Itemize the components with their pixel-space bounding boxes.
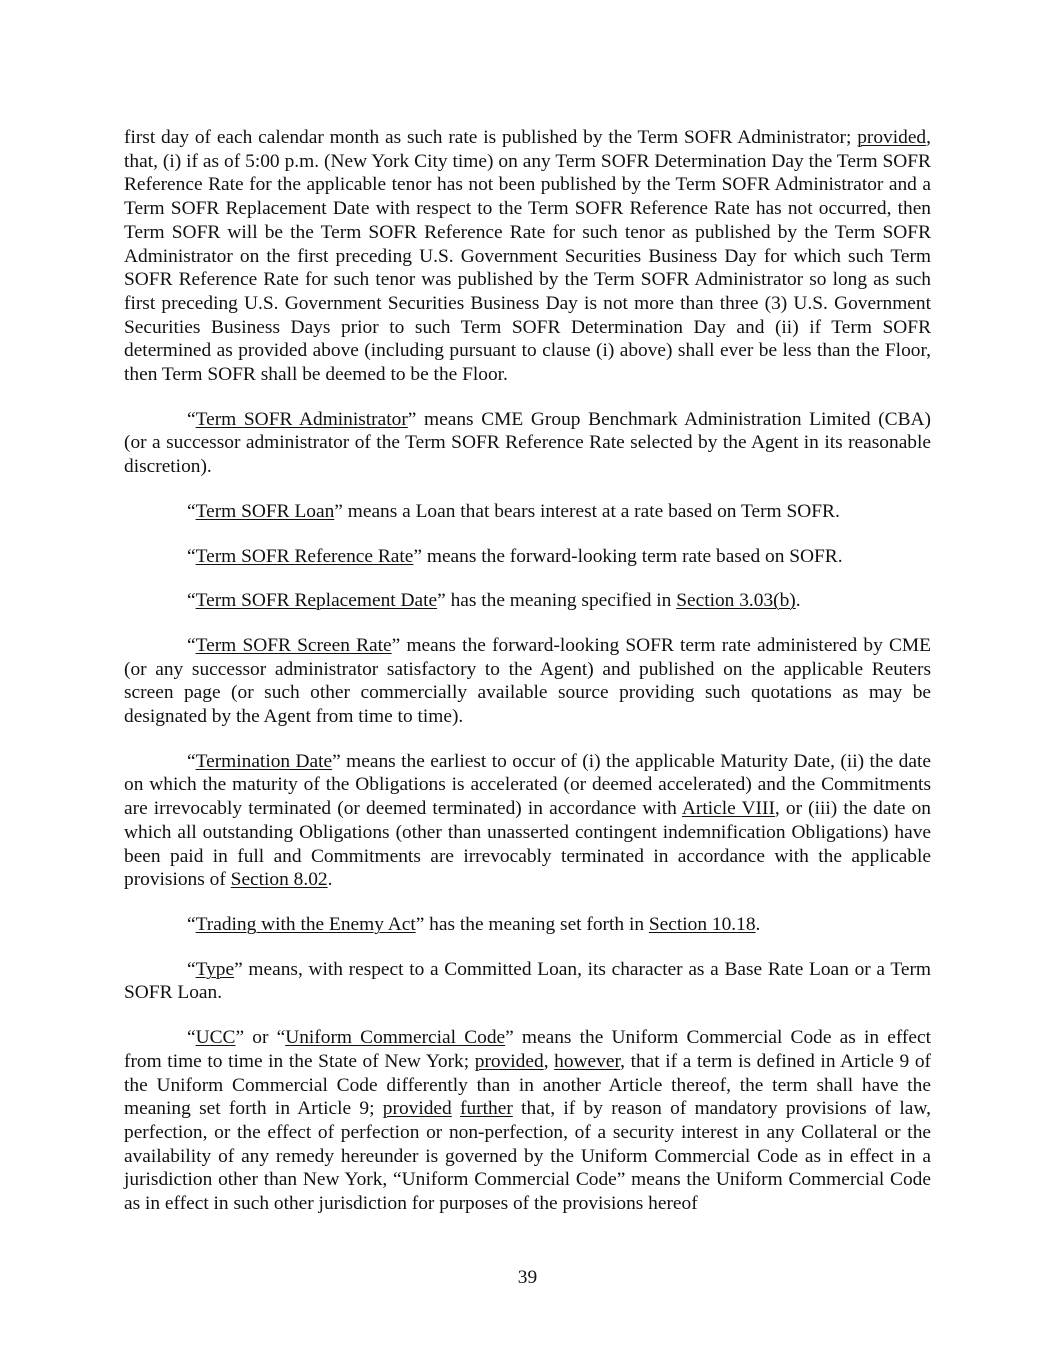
text-run: ” or “ bbox=[235, 1027, 286, 1049]
text-run: , that, (i) if as of 5:00 p.m. (New York City time) on any Term SOFR Determination Day the Term SOFR Reference Rate for the applicable tenor has not been published by the Term SOFR Administrator and a Term SOFR Replacement Date with respect to the Term SOFR Reference Rate has not occurred, then Term SOFR will be the Term SOFR Reference Rate for such tenor as published by the Term SOFR Administrator on the first preceding U.S. Government Securities Business Day for which such Term SOFR Reference Rate for such tenor was published by the Term SOFR Administrator so long as such first preceding U.S. Government Securities Business Day is not more than three (3) U.S. Government Securities Business Days prior to such Term SOFR Determination Day and (ii) if Term SOFR determined as provided above (including pursuant to clause (i) above) shall ever be less than the Floor, then Term SOFR shall be deemed to be the Floor. bbox=[124, 127, 931, 386]
open-quote: “ bbox=[187, 545, 196, 567]
text-run bbox=[452, 1098, 460, 1119]
definition-text: ” has the meaning set forth in bbox=[415, 913, 649, 935]
open-quote: “ bbox=[187, 408, 196, 430]
definition-term-sofr-reference-rate bbox=[124, 545, 931, 569]
defined-term: Term SOFR Administrator bbox=[195, 408, 408, 430]
definition-term-sofr-replacement-date bbox=[124, 589, 931, 613]
definition-term-sofr-screen-rate bbox=[124, 634, 931, 729]
definition-text: ” has the meaning specified in bbox=[437, 590, 677, 612]
open-quote: “ bbox=[187, 1027, 196, 1049]
definition-text: , or (iii) the date on which all outstanding Obligations (other than unasserted contingent indemnification Obligations) have been paid in full and Commitments are irrevocably terminated in accordance with the applicable provisions of bbox=[124, 798, 931, 891]
defined-term: UCC bbox=[195, 1027, 236, 1049]
text-run: first day of each calendar month as such rate is published by the Term SOFR Administrator; bbox=[124, 127, 858, 148]
definition-text: ” means the Uniform Commercial Code as in effect from time to time in the State of New York; bbox=[124, 1027, 931, 1072]
text-run: . bbox=[795, 590, 801, 612]
definition-text: that, if by reason of mandatory provisions of law, perfection, or the effect of perfection or non-perfection, of a security interest in any Collateral or the availability of any remedy hereunder is governed by the Uniform Commercial Code as in effect in a jurisdiction other than New York, “Uniform Commercial Code” means the Uniform Commercial Code as in effect in such other jurisdiction for purposes of the provisions hereof bbox=[124, 1098, 931, 1215]
text-run: , bbox=[543, 1050, 555, 1072]
underlined-term-provided: provided bbox=[382, 1098, 452, 1120]
open-quote: “ bbox=[187, 500, 196, 522]
definition-ucc bbox=[124, 1026, 931, 1216]
defined-term: Trading with the Enemy Act bbox=[195, 913, 416, 935]
definition-term-sofr-administrator bbox=[124, 408, 931, 479]
defined-term: Term SOFR Replacement Date bbox=[195, 590, 438, 612]
open-quote: “ bbox=[187, 590, 196, 612]
definition-text: ” means the earliest to occur of (i) the applicable Maturity Date, (ii) the date on which the maturity of the Obligations is accelerated (or deemed accelerated) and the Commitments are irrevocably terminated (or deemed terminated) in accordance with bbox=[124, 750, 931, 820]
underlined-term-however: however bbox=[554, 1050, 621, 1072]
definition-type bbox=[124, 958, 931, 1005]
definition-text: ” means CME Group Benchmark Administration Limited (CBA) (or a successor administrator of the Term SOFR Reference Rate selected by the Agent in its reasonable discretion). bbox=[124, 408, 932, 478]
definition-term-sofr-loan bbox=[124, 500, 931, 524]
definition-text: , that if a term is defined in Article 9 of the Uniform Commercial Code differently than in another Article thereof, the term shall have the meaning set forth in Article 9; bbox=[124, 1050, 931, 1120]
open-quote: “ bbox=[187, 634, 196, 656]
page-number: 39 bbox=[517, 1267, 538, 1288]
defined-term: Type bbox=[195, 958, 235, 980]
text-run: . bbox=[755, 913, 761, 935]
article-reference: Article VIII bbox=[681, 798, 775, 820]
definition-text: ” means a Loan that bears interest at a rate based on Term SOFR. bbox=[334, 500, 840, 522]
underlined-term-provided: provided bbox=[474, 1050, 544, 1072]
underlined-term-provided: provided bbox=[857, 127, 927, 148]
open-quote: “ bbox=[187, 750, 196, 772]
definition-trading-with-the-enemy-act bbox=[124, 913, 931, 937]
definition-termination-date bbox=[124, 750, 931, 892]
open-quote: “ bbox=[187, 913, 196, 935]
text-run: . bbox=[327, 869, 333, 891]
section-reference: Section 10.18 bbox=[648, 913, 756, 935]
section-reference: Section 3.03(b) bbox=[676, 590, 796, 612]
paragraph-term-sofr-continued bbox=[124, 126, 931, 387]
document-page bbox=[124, 126, 931, 1216]
underlined-term-further: further bbox=[460, 1098, 513, 1120]
defined-term: Termination Date bbox=[195, 750, 333, 772]
defined-term: Term SOFR Loan bbox=[195, 500, 335, 522]
open-quote: “ bbox=[187, 958, 196, 980]
section-reference: Section 8.02 bbox=[230, 869, 328, 891]
defined-term: Term SOFR Screen Rate bbox=[195, 634, 392, 656]
definition-text: ” means the forward-looking term rate based on SOFR. bbox=[413, 545, 843, 567]
definition-text: ” means the forward-looking SOFR term rate administered by CME (or any successor administrator satisfactory to the Agent) and published on the applicable Reuters screen page (or such other commercially available source providing such quotations as may be designated by the Agent from time to time). bbox=[124, 634, 931, 728]
definition-text: ” means, with respect to a Committed Loan, its character as a Base Rate Loan or a Term SOFR Loan. bbox=[124, 958, 931, 1004]
defined-term: Uniform Commercial Code bbox=[285, 1027, 506, 1049]
defined-term: Term SOFR Reference Rate bbox=[195, 545, 414, 567]
